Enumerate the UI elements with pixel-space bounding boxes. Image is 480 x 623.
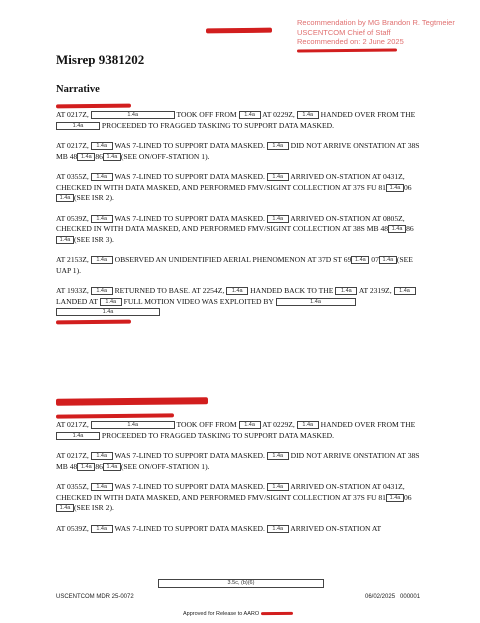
footer-date-page <box>365 594 420 600</box>
text-fragment: OBSERVED AN UNIDENTIFIED AERIAL PHENOMENON AT 37D ST 69 <box>114 255 352 264</box>
text-fragment: TOOK OFF FROM <box>176 420 237 429</box>
redaction-box: 1.4a <box>103 463 121 471</box>
redaction-box: 1.4a <box>91 483 113 491</box>
text-fragment: AT 1933Z, <box>56 286 89 295</box>
redaction-box: 1.4a <box>56 194 74 202</box>
text-fragment: LANDED AT <box>56 296 98 306</box>
approved-redaction <box>261 612 293 615</box>
text-fragment: AT 0217Z, <box>56 451 89 460</box>
text-fragment: FROM THE <box>377 420 416 429</box>
redaction-box: 1.4a <box>91 452 113 460</box>
redaction-box: 1.4a <box>56 122 100 130</box>
text-fragment: WAS 7-LINED TO SUPPORT DATA MASKED. <box>114 482 265 491</box>
paragraph-2 <box>56 141 424 162</box>
stamp-line-3: Recommended on: 2 June 2025 <box>297 37 404 46</box>
text-fragment: PROCEEDED TO FRAGGED TASKING TO SUPPORT DATA MASKED. <box>101 430 334 440</box>
redaction-box: 1.4a <box>56 308 160 316</box>
text-fragment: FROM THE <box>377 110 416 119</box>
classification-redaction-top <box>206 28 272 34</box>
redaction-box: 1.4a <box>386 184 404 192</box>
stamp-line-1: Recommendation by MG Brandon R. Tegtmeier <box>297 18 455 27</box>
text-fragment: WAS 7-LINED TO SUPPORT DATA MASKED. <box>114 213 265 223</box>
text-fragment: 0431Z, CHECKED IN WITH DATA MASKED, AND PERFORMED FMV/SIGINT COLLECTION AT <box>56 172 405 192</box>
text-fragment: (SEE ISR 2). <box>74 503 114 512</box>
text-fragment: 37S FU 81 <box>353 492 386 502</box>
narrative-section <box>56 104 424 326</box>
text-fragment: AT 0539Z, <box>56 213 89 223</box>
paragraph-marking-redaction <box>56 319 131 324</box>
mission-narrative-section <box>56 414 424 544</box>
text-fragment: AT 0217Z, <box>56 110 89 119</box>
text-fragment: (SEE ON/OFF-STATION 1). <box>120 461 210 471</box>
text-fragment: AT 0229Z, <box>262 420 295 429</box>
redaction-box: 1.4a <box>267 215 289 223</box>
redaction-box: 1.4a <box>267 173 289 181</box>
text-fragment: (SEE ISR 2). <box>74 193 114 202</box>
text-fragment: 86 <box>95 461 103 471</box>
page-title: Misrep 9381202 <box>56 52 145 67</box>
recommendation-stamp <box>297 18 477 52</box>
paragraph-1 <box>56 110 424 131</box>
text-fragment: ARRIVED ON-STATION AT <box>290 172 382 181</box>
footer-mdr-number: USCENTCOM MDR 25-0072 <box>56 594 134 600</box>
redaction-box: 1.4a <box>91 421 175 429</box>
text-fragment: (SEE UAP 1). <box>56 255 413 275</box>
redaction-box: 1.4a <box>267 142 289 150</box>
footer-exemption-box: 3.5c, (b)(6) <box>158 579 324 588</box>
text-fragment: (SEE ON/OFF-STATION 1). <box>120 151 210 161</box>
redaction-box: 1.4a <box>100 298 122 306</box>
stamp-redaction <box>297 48 397 52</box>
redaction-box: 1.4a <box>103 153 121 161</box>
redaction-box: 1.4a <box>267 483 289 491</box>
text-fragment: (SEE ISR 3). <box>74 234 114 244</box>
redaction-box: 1.4a <box>297 111 319 119</box>
paragraph-6 <box>56 286 424 318</box>
text-fragment: 06/02/2025 <box>365 594 396 600</box>
paragraph-marking-redaction <box>56 104 131 109</box>
text-fragment: HANDED OVER <box>320 110 376 119</box>
text-fragment: 000001 <box>400 594 421 600</box>
text-fragment: 0805Z, CHECKED IN WITH DATA MASKED, AND PERFORMED FMV/SIGINT COLLECTION AT <box>56 213 405 233</box>
text-fragment: AT 2319Z, <box>358 286 392 295</box>
redaction-box: 1.4a <box>297 421 319 429</box>
text-fragment: DID NOT ARRIVE <box>290 451 352 460</box>
text-fragment: WAS 7-LINED TO SUPPORT DATA MASKED. <box>114 172 265 181</box>
paragraph-9 <box>56 482 424 514</box>
text-fragment: AT 0229Z, <box>262 110 295 119</box>
text-fragment: HANDED BACK TO THE <box>250 286 334 295</box>
redaction-box: 1.4a <box>91 525 113 533</box>
redaction-box: 1.4a <box>394 287 416 295</box>
paragraph-5 <box>56 255 424 276</box>
text-fragment: ARRIVED ON-STATION AT <box>290 523 382 533</box>
redaction-box: 1.4a <box>91 256 113 264</box>
redaction-box: 1.4a <box>56 432 100 440</box>
redaction-box: 1.4a <box>91 111 175 119</box>
text-fragment: RETURNED TO BASE. AT 2254Z, <box>114 286 225 295</box>
text-fragment: AT 0217Z, <box>56 141 89 150</box>
redaction-box: 1.4a <box>267 452 289 460</box>
text-fragment: DID NOT ARRIVE <box>290 141 352 150</box>
redaction-box: 1.4a <box>388 225 406 233</box>
text-fragment: WAS 7-LINED TO SUPPORT DATA MASKED. <box>114 141 265 150</box>
redaction-box: 1.4a <box>335 287 357 295</box>
text-fragment: 37S FU 81 <box>353 182 386 192</box>
approved-for-release <box>183 611 293 617</box>
narrative-heading: Narrative <box>56 84 100 95</box>
redaction-box: 1.4a <box>56 236 74 244</box>
paragraph-7 <box>56 420 424 441</box>
redaction-box: 1.4a <box>379 256 397 264</box>
redaction-box: 1.4a <box>386 494 404 502</box>
text-fragment: ONSTATION AT 38S MB 48 <box>56 451 420 471</box>
text-fragment: AT 0539Z, <box>56 523 89 533</box>
paragraph-3 <box>56 172 424 204</box>
redaction-box: 1.4a <box>91 173 113 181</box>
text-fragment: 86 <box>95 151 103 161</box>
text-fragment: PROCEEDED TO FRAGGED TASKING TO SUPPORT DATA MASKED. <box>101 120 334 130</box>
redaction-box: 1.4a <box>77 463 95 471</box>
text-fragment: 07 <box>371 255 379 264</box>
heading-redaction <box>56 397 208 406</box>
text-fragment: Approved for Release to AARO <box>183 611 260 617</box>
text-fragment: 86 <box>406 224 414 233</box>
paragraph-8 <box>56 451 424 472</box>
paragraph-marking-redaction <box>56 413 174 418</box>
text-fragment: 38S MB 48 <box>353 224 389 233</box>
redaction-box: 1.4a <box>239 421 261 429</box>
redaction-box: 1.4a <box>77 153 95 161</box>
text-fragment: AT 2153Z, <box>56 255 89 264</box>
text-fragment: AT 0355Z, <box>56 172 89 181</box>
paragraph-10 <box>56 524 424 535</box>
redaction-box: 1.4a <box>239 111 261 119</box>
redaction-box: 1.4a <box>91 215 113 223</box>
text-fragment: HANDED OVER <box>320 420 376 429</box>
text-fragment: ARRIVED ON-STATION AT <box>290 482 382 491</box>
redaction-box: 1.4a <box>91 142 113 150</box>
text-fragment: AT 0217Z, <box>56 420 89 429</box>
text-fragment: FULL MOTION VIDEO WAS EXPLOITED BY <box>123 296 274 306</box>
text-fragment: WAS 7-LINED TO SUPPORT DATA MASKED. <box>114 451 265 460</box>
text-fragment: 06 <box>403 182 412 192</box>
redaction-box: 1.4a <box>56 504 74 512</box>
text-fragment: TOOK OFF FROM <box>176 110 237 119</box>
mission-narrative-heading <box>56 392 208 410</box>
redaction-box: 1.4a <box>226 287 248 295</box>
stamp-line-2: USCENTCOM Chief of Staff <box>297 27 391 37</box>
redaction-box: 1.4a <box>276 298 356 306</box>
text-fragment: 06 <box>403 492 412 502</box>
text-fragment: ONSTATION AT 38S MB 48 <box>56 141 420 161</box>
redaction-box: 1.4a <box>267 525 289 533</box>
paragraph-4 <box>56 214 424 246</box>
text-fragment: WAS 7-LINED TO SUPPORT DATA MASKED. <box>114 523 265 533</box>
text-fragment: AT 0355Z, <box>56 482 89 491</box>
text-fragment: ARRIVED ON-STATION AT <box>290 213 382 223</box>
redaction-box: 1.4a <box>91 287 113 295</box>
redaction-box: 1.4a <box>351 256 369 264</box>
text-fragment: 0431Z, CHECKED IN WITH DATA MASKED, AND PERFORMED FMV/SIGINT COLLECTION AT <box>56 482 405 502</box>
